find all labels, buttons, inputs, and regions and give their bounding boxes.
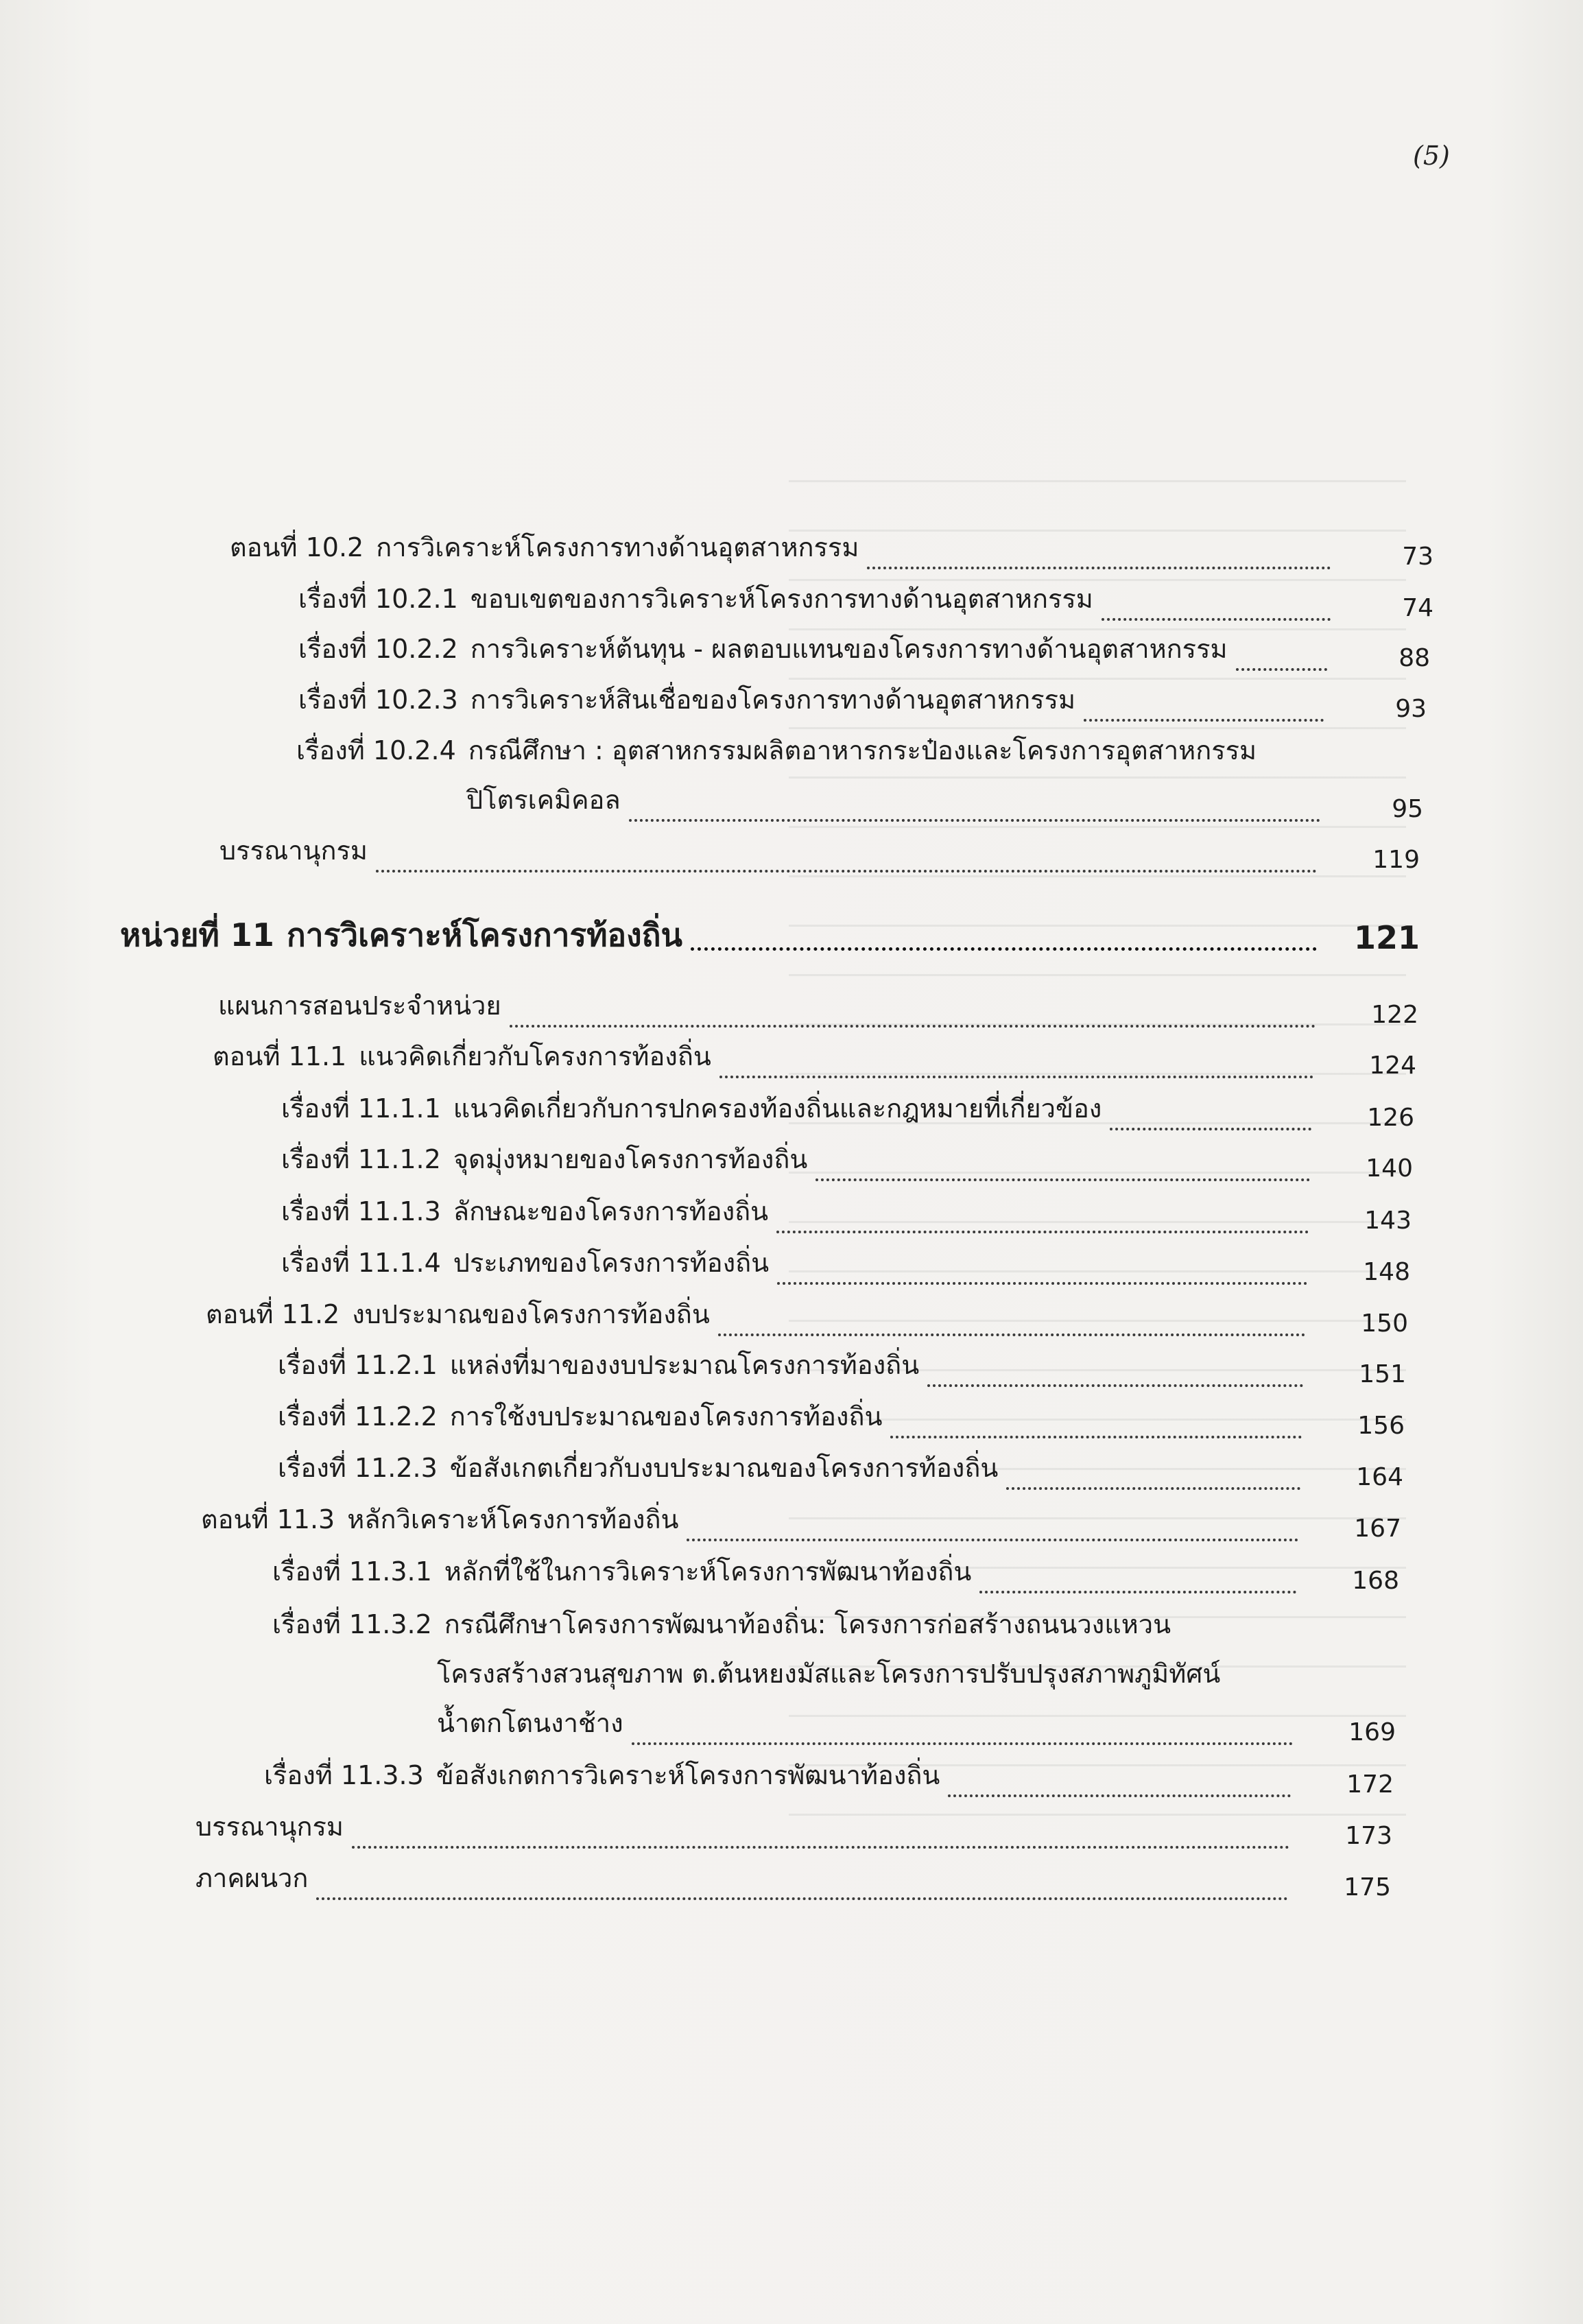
toc-entry-label bbox=[201, 1500, 678, 1539]
toc-entry-label bbox=[272, 1552, 971, 1591]
toc-unit-entry bbox=[0, 916, 1583, 957]
toc-dot-leader bbox=[890, 1432, 1302, 1438]
toc-entry bbox=[0, 1397, 1583, 1438]
toc-page-number: 73 bbox=[1402, 543, 1433, 571]
toc-page-number: 95 bbox=[1392, 795, 1423, 823]
toc-entry-label bbox=[272, 1605, 1171, 1644]
toc-entry-title: บรรณานุกรม bbox=[219, 835, 368, 866]
toc-entry-number: เรื่องที่ 10.2.3 bbox=[298, 685, 458, 715]
toc-entry-number: เรื่องที่ 11.3.2 bbox=[272, 1609, 432, 1639]
toc-entry-label bbox=[219, 831, 368, 870]
toc-dot-leader bbox=[927, 1380, 1303, 1387]
toc-dot-leader bbox=[979, 1587, 1296, 1593]
toc-entry bbox=[0, 1552, 1583, 1593]
toc-entry bbox=[0, 1756, 1583, 1797]
toc-entry-title: บรรณานุกรม bbox=[195, 1812, 344, 1842]
toc-entry bbox=[0, 528, 1583, 569]
toc-entry bbox=[0, 680, 1583, 722]
toc-dot-leader bbox=[632, 1738, 1293, 1745]
toc-entry bbox=[0, 831, 1583, 873]
toc-entry-number: เรื่องที่ 10.2.2 bbox=[298, 634, 458, 664]
toc-dot-leader bbox=[948, 1790, 1291, 1797]
toc-entry-number: เรื่องที่ 11.1.1 bbox=[281, 1093, 441, 1124]
toc-entry-number: เรื่องที่ 10.2.1 bbox=[298, 584, 458, 614]
toc-entry bbox=[0, 1244, 1583, 1285]
toc-entry-title: หลักที่ใช้ในการวิเคราะห์โครงการพัฒนาท้องถิ่น bbox=[444, 1556, 972, 1587]
toc-dot-leader bbox=[777, 1278, 1307, 1285]
toc-entry-continuation bbox=[0, 781, 1583, 822]
toc-entry-title: ข้อสังเกตเกี่ยวกับงบประมาณของโครงการท้องถิ่น bbox=[449, 1453, 999, 1483]
toc-entry-label bbox=[206, 1295, 710, 1333]
toc-dot-leader bbox=[687, 1534, 1298, 1541]
toc-page-number: 121 bbox=[1353, 919, 1420, 956]
toc-entry-label bbox=[281, 1140, 807, 1178]
toc-entry-number: เรื่องที่ 11.2.3 bbox=[278, 1453, 438, 1483]
toc-entry-title: แผนการสอนประจำหน่วย bbox=[218, 991, 501, 1021]
toc-entry-label bbox=[278, 1346, 919, 1384]
toc-entry-label bbox=[298, 580, 1093, 618]
toc-entry bbox=[0, 1295, 1583, 1336]
toc-entry bbox=[0, 986, 1583, 1028]
toc-entry-title: การวิเคราะห์สินเชื่อของโครงการทางด้านอุตสาหกรรม bbox=[470, 685, 1076, 715]
toc-entry-number: ตอนที่ 10.2 bbox=[230, 532, 364, 562]
toc-page-number: 167 bbox=[1354, 1515, 1401, 1543]
toc-entry-label bbox=[218, 986, 501, 1025]
toc-entry-continuation bbox=[0, 1655, 1583, 1696]
toc-page-number: 124 bbox=[1369, 1052, 1416, 1080]
toc-entry-number: ตอนที่ 11.3 bbox=[201, 1504, 335, 1534]
toc-entry bbox=[0, 1192, 1583, 1233]
toc-entry-label bbox=[230, 528, 859, 567]
toc-entry-title: ลักษณะของโครงการท้องถิ่น bbox=[453, 1196, 769, 1226]
toc-entry bbox=[0, 1500, 1583, 1541]
toc-dot-leader bbox=[352, 1842, 1289, 1849]
toc-entry-title: การวิเคราะห์ต้นทุน - ผลตอบแทนของโครงการทางด้านอุตสาหกรรม bbox=[470, 634, 1228, 664]
toc-entry-title-continued: น้ำตกโตนงาช้าง bbox=[437, 1708, 623, 1738]
toc-entry-title: จุดมุ่งหมายของโครงการท้องถิ่น bbox=[453, 1144, 808, 1174]
toc-page-number: 175 bbox=[1344, 1873, 1391, 1901]
toc-entry-number: เรื่องที่ 11.1.2 bbox=[281, 1144, 441, 1174]
toc-entry-title: ภาคผนวก bbox=[195, 1863, 309, 1893]
toc-entry-number: หน่วยที่ 11 bbox=[120, 916, 274, 953]
toc-entry bbox=[0, 580, 1583, 621]
toc-entry-title: การวิเคราะห์โครงการท้องถิ่น bbox=[286, 916, 682, 953]
toc-entry-number: เรื่องที่ 11.1.3 bbox=[281, 1196, 441, 1226]
toc-entry-number: เรื่องที่ 11.1.4 bbox=[281, 1248, 441, 1278]
toc-page-number: 150 bbox=[1361, 1309, 1408, 1338]
toc-page-number: 172 bbox=[1346, 1770, 1394, 1799]
toc-page-number: 140 bbox=[1366, 1154, 1413, 1183]
toc-entry-title: การวิเคราะห์โครงการทางด้านอุตสาหกรรม bbox=[376, 532, 859, 562]
toc-dot-leader bbox=[316, 1893, 1288, 1900]
toc-page-number: 169 bbox=[1348, 1718, 1396, 1746]
toc-entry-label bbox=[298, 680, 1075, 719]
toc-entry bbox=[0, 1605, 1583, 1646]
toc-entry-label bbox=[264, 1756, 940, 1794]
toc-entry-title: ข้อสังเกตการวิเคราะห์โครงการพัฒนาท้องถิ่น bbox=[436, 1760, 940, 1790]
toc-entry-label bbox=[281, 1089, 1102, 1128]
toc-entry-label bbox=[281, 1192, 768, 1231]
toc-page-number: 119 bbox=[1372, 846, 1420, 874]
toc-dot-leader bbox=[1102, 614, 1331, 621]
toc-entry-number: เรื่องที่ 11.2.2 bbox=[278, 1401, 438, 1432]
toc-page-number: 173 bbox=[1345, 1822, 1392, 1850]
toc-dot-leader bbox=[691, 943, 1317, 951]
toc-dot-leader bbox=[1006, 1483, 1300, 1490]
toc-entry-continuation bbox=[0, 1704, 1583, 1745]
toc-entry-title: การใช้งบประมาณของโครงการท้องถิ่น bbox=[449, 1401, 883, 1432]
toc-page-number: 143 bbox=[1364, 1207, 1412, 1235]
toc-entry-number: ตอนที่ 11.2 bbox=[206, 1299, 340, 1329]
toc-dot-leader bbox=[629, 815, 1320, 822]
toc-entry-label bbox=[281, 1244, 769, 1282]
toc-entry bbox=[0, 630, 1583, 671]
toc-page-number: 122 bbox=[1371, 1001, 1418, 1029]
toc-entry-title-continued: ปิโตรเคมิคอล bbox=[466, 785, 621, 815]
toc-entry-title: งบประมาณของโครงการท้องถิ่น bbox=[352, 1299, 710, 1329]
toc-entry-title: หลักวิเคราะห์โครงการท้องถิ่น bbox=[347, 1504, 679, 1534]
toc-entry-number: เรื่องที่ 10.2.4 bbox=[296, 735, 456, 766]
toc-entry-title: แนวคิดเกี่ยวกับการปกครองท้องถิ่นและกฎหมายที่เกี่ยวข้อง bbox=[453, 1093, 1102, 1124]
toc-page-number: 126 bbox=[1367, 1104, 1414, 1132]
toc-page-number: 148 bbox=[1363, 1258, 1410, 1286]
toc-dot-leader bbox=[1110, 1124, 1311, 1130]
toc-page-number: 156 bbox=[1357, 1412, 1405, 1440]
toc-dot-leader bbox=[510, 1021, 1316, 1028]
toc-page-number: 168 bbox=[1352, 1567, 1399, 1595]
toc-dot-leader bbox=[816, 1174, 1310, 1181]
toc-entry-label bbox=[195, 1807, 344, 1846]
toc-entry bbox=[0, 1346, 1583, 1387]
toc-entry-label bbox=[195, 1859, 308, 1897]
toc-dot-leader bbox=[867, 562, 1331, 569]
toc-dot-leader bbox=[719, 1071, 1313, 1078]
toc-entry-number: ตอนที่ 11.1 bbox=[213, 1041, 347, 1071]
toc-entry-title: แนวคิดเกี่ยวกับโครงการท้องถิ่น bbox=[359, 1041, 711, 1071]
toc-dot-leader bbox=[776, 1226, 1309, 1233]
toc-entry-title: ประเภทของโครงการท้องถิ่น bbox=[453, 1248, 770, 1278]
toc-entry bbox=[0, 1859, 1583, 1900]
toc-entry-number: เรื่องที่ 11.3.3 bbox=[264, 1760, 424, 1790]
toc-page-number: 164 bbox=[1356, 1463, 1403, 1491]
toc-page-number: 88 bbox=[1398, 644, 1430, 672]
toc-entry bbox=[0, 1037, 1583, 1078]
toc-entry-title: ขอบเขตของการวิเคราะห์โครงการทางด้านอุตสาหกรรม bbox=[470, 584, 1093, 614]
toc-entry bbox=[0, 731, 1583, 772]
toc-entry-label bbox=[213, 1037, 711, 1076]
toc-entry-title: กรณีศึกษา : อุตสาหกรรมผลิตอาหารกระป๋องและโครงการอุตสาหกรรม bbox=[468, 735, 1257, 766]
toc-page-number: 74 bbox=[1402, 594, 1433, 622]
toc-page-number: 151 bbox=[1359, 1360, 1406, 1388]
toc-entry-title: แหล่งที่มาของงบประมาณโครงการท้องถิ่น bbox=[449, 1350, 920, 1380]
toc-entry-label bbox=[298, 630, 1228, 668]
toc-entry-title-continued: โครงสร้างสวนสุขภาพ ต.ต้นหยงมัสและโครงการปรับปรุงสภาพภูมิทัศน์ bbox=[437, 1659, 1221, 1689]
page-number: (5) bbox=[1413, 141, 1450, 171]
toc-page-number: 93 bbox=[1395, 695, 1427, 723]
toc-dot-leader bbox=[718, 1329, 1305, 1336]
toc-entry-label bbox=[120, 916, 682, 954]
toc-dot-leader bbox=[1084, 715, 1324, 722]
toc-entry bbox=[0, 1089, 1583, 1130]
toc-entry bbox=[0, 1140, 1583, 1181]
toc-dot-leader bbox=[1236, 664, 1327, 671]
toc-dot-leader bbox=[376, 866, 1317, 873]
toc-entry bbox=[0, 1807, 1583, 1849]
toc-entry-number: เรื่องที่ 11.2.1 bbox=[278, 1350, 438, 1380]
toc-entry bbox=[0, 1449, 1583, 1490]
toc-entry-number: เรื่องที่ 11.3.1 bbox=[272, 1556, 432, 1587]
toc-entry-label bbox=[296, 731, 1257, 770]
toc-entry-label bbox=[278, 1397, 882, 1436]
toc-entry-title: กรณีศึกษาโครงการพัฒนาท้องถิ่น: โครงการก่อสร้างถนนวงแหวน bbox=[444, 1609, 1171, 1639]
toc-entry-label bbox=[278, 1449, 998, 1487]
